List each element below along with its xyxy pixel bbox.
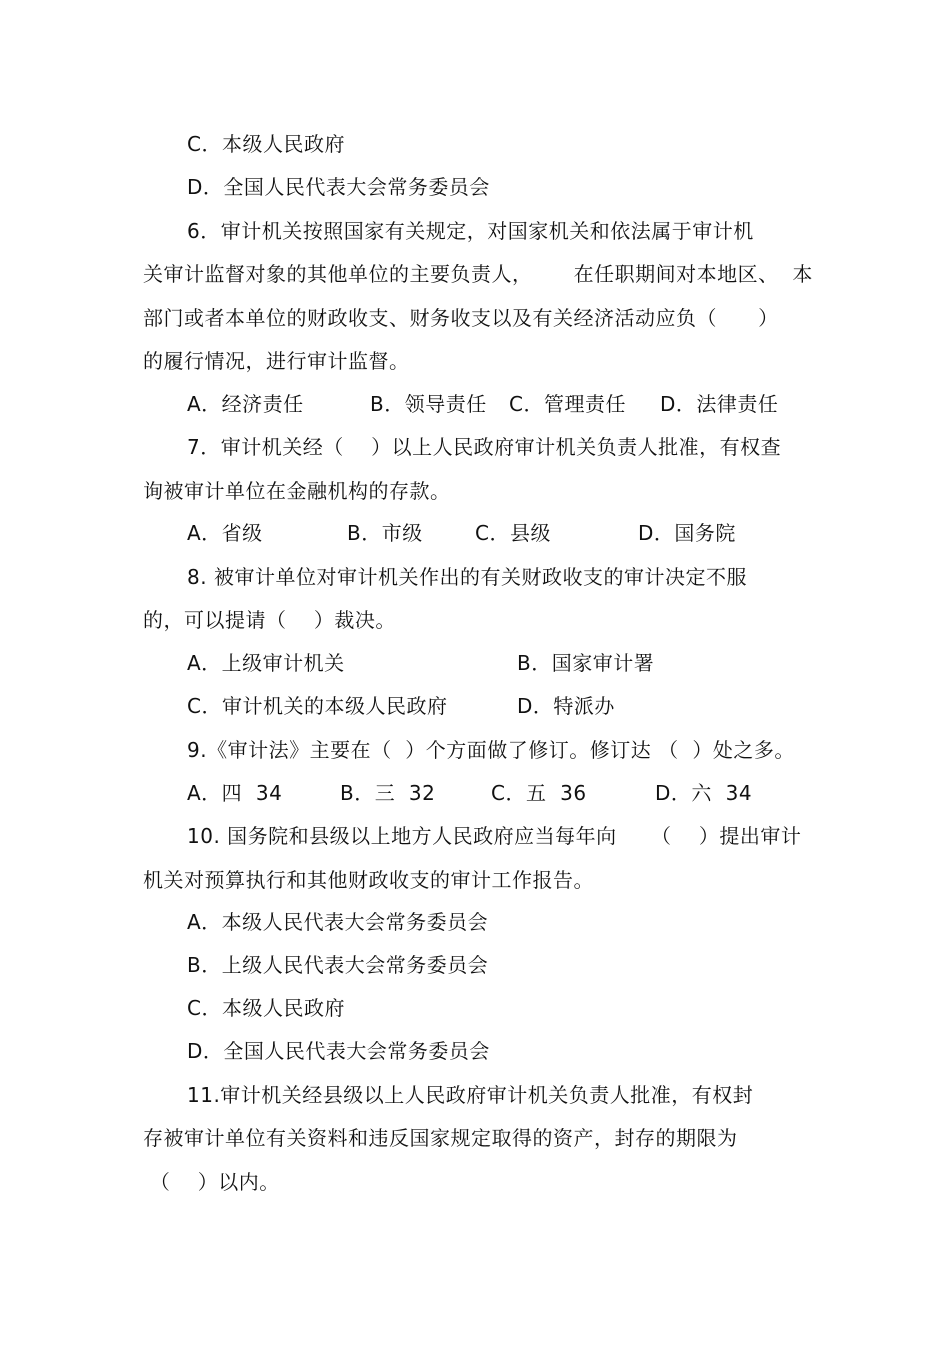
question-10-line-2: 机关对预算执行和其他财政收支的审计工作报告。	[143, 868, 594, 892]
question-11-line-2: 存被审计单位有关资料和违反国家规定取得的资产，封存的期限为	[143, 1126, 738, 1150]
question-9-line-1: 9.《审计法》主要在（ ）个方面做了修订。修订达 （ ）处之多。	[187, 738, 795, 762]
q6-option-b: B．领导责任	[370, 392, 487, 416]
q9-option-b: B．三 32	[340, 781, 436, 805]
q7-option-b: B．市级	[347, 521, 423, 545]
question-10-line-1: 10. 国务院和县级以上地方人民政府应当每年向 （ ）提出审计	[187, 824, 802, 848]
q6-option-c: C．管理责任	[509, 392, 626, 416]
q7-option-a: A．省级	[187, 521, 263, 545]
q9-option-c: C．五 36	[491, 781, 587, 805]
question-11-line-3: （ ）以内。	[143, 1170, 280, 1194]
q10-option-b: B．上级人民代表大会常务委员会	[187, 953, 489, 977]
option-d-text: D．全国人民代表大会常务委员会	[187, 175, 490, 199]
question-6-line-2: 关审计监督对象的其他单位的主要负责人， 在任职期间对本地区、 本	[143, 262, 813, 286]
q9-option-a: A．四 34	[187, 781, 283, 805]
question-7-line-2: 询被审计单位在金融机构的存款。	[143, 479, 451, 503]
question-8-line-2: 的，可以提请（ ）裁决。	[143, 608, 396, 632]
q6-option-a: A．经济责任	[187, 392, 304, 416]
q8-option-d: D．特派办	[517, 694, 615, 718]
q8-option-a: A．上级审计机关	[187, 651, 345, 675]
q7-option-c: C．县级	[475, 521, 551, 545]
q8-option-c: C．审计机关的本级人民政府	[187, 694, 448, 718]
question-11-line-1: 11.审计机关经县级以上人民政府审计机关负责人批准，有权封	[187, 1083, 754, 1107]
question-6-line-3: 部门或者本单位的财政收支、财务收支以及有关经济活动应负（ ）	[143, 306, 779, 330]
q7-option-d: D．国务院	[638, 521, 736, 545]
question-7-line-1: 7．审计机关经（ ）以上人民政府审计机关负责人批准，有权查	[187, 435, 782, 459]
q10-option-c: C．本级人民政府	[187, 996, 345, 1020]
question-6-line-4: 的履行情况，进行审计监督。	[143, 349, 410, 373]
option-c-text: C．本级人民政府	[187, 132, 345, 156]
question-6-line-1: 6．审计机关按照国家有关规定，对国家机关和依法属于审计机	[187, 219, 754, 243]
question-8-line-1: 8. 被审计单位对审计机关作出的有关财政收支的审计决定不服	[187, 565, 747, 589]
q9-option-d: D．六 34	[655, 781, 753, 805]
q10-option-d: D．全国人民代表大会常务委员会	[187, 1039, 490, 1063]
q8-option-b: B．国家审计署	[517, 651, 655, 675]
q6-option-d: D．法律责任	[660, 392, 779, 416]
q10-option-a: A．本级人民代表大会常务委员会	[187, 910, 489, 934]
